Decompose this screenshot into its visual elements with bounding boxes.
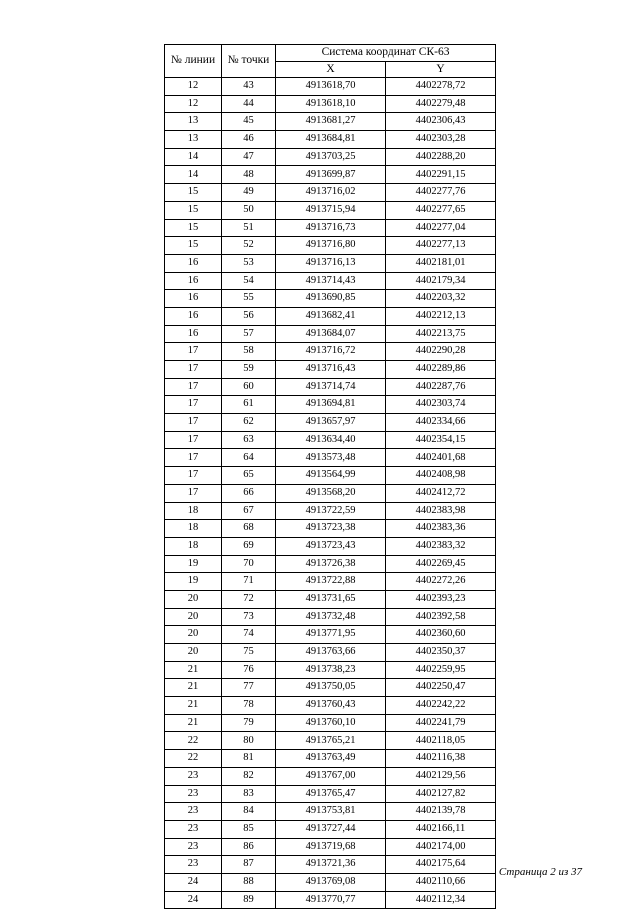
table-row [165, 467, 496, 485]
cell-point-number: 64 [222, 449, 276, 467]
table-row [165, 502, 496, 520]
cell-point-number: 50 [222, 201, 276, 219]
table-row [165, 838, 496, 856]
cell-y: 4402174,00 [386, 838, 496, 856]
table-row [165, 520, 496, 538]
cell-line-number: 20 [165, 626, 222, 644]
cell-y: 4402303,74 [386, 396, 496, 414]
table-row [165, 343, 496, 361]
cell-point-number: 69 [222, 537, 276, 555]
cell-x: 4913716,80 [276, 237, 386, 255]
cell-line-number: 12 [165, 78, 222, 96]
table-row [165, 78, 496, 96]
cell-y: 4402412,72 [386, 484, 496, 502]
cell-line-number: 21 [165, 679, 222, 697]
table-row [165, 449, 496, 467]
cell-x: 4913657,97 [276, 414, 386, 432]
cell-x: 4913727,44 [276, 820, 386, 838]
cell-y: 4402383,98 [386, 502, 496, 520]
cell-line-number: 17 [165, 361, 222, 379]
cell-x: 4913765,21 [276, 732, 386, 750]
cell-line-number: 12 [165, 95, 222, 113]
cell-x: 4913716,72 [276, 343, 386, 361]
table-header [165, 45, 496, 78]
cell-point-number: 60 [222, 378, 276, 396]
table-row [165, 166, 496, 184]
table-row [165, 325, 496, 343]
table-row [165, 555, 496, 573]
cell-point-number: 58 [222, 343, 276, 361]
cell-y: 4402118,05 [386, 732, 496, 750]
cell-y: 4402166,11 [386, 820, 496, 838]
cell-line-number: 17 [165, 449, 222, 467]
cell-y: 4402408,98 [386, 467, 496, 485]
cell-point-number: 46 [222, 131, 276, 149]
cell-point-number: 82 [222, 767, 276, 785]
cell-point-number: 55 [222, 290, 276, 308]
cell-line-number: 23 [165, 856, 222, 874]
cell-x: 4913564,99 [276, 467, 386, 485]
cell-point-number: 51 [222, 219, 276, 237]
cell-y: 4402250,47 [386, 679, 496, 697]
cell-point-number: 75 [222, 644, 276, 662]
table-row [165, 714, 496, 732]
cell-x: 4913753,81 [276, 803, 386, 821]
cell-line-number: 24 [165, 891, 222, 909]
cell-x: 4913767,00 [276, 767, 386, 785]
cell-line-number: 15 [165, 237, 222, 255]
cell-line-number: 19 [165, 573, 222, 591]
table-row [165, 891, 496, 909]
cell-x: 4913722,88 [276, 573, 386, 591]
cell-point-number: 80 [222, 732, 276, 750]
cell-x: 4913573,48 [276, 449, 386, 467]
cell-y: 4402127,82 [386, 785, 496, 803]
page-number: Страница 2 из 37 [498, 866, 582, 878]
cell-line-number: 21 [165, 697, 222, 715]
cell-line-number: 21 [165, 714, 222, 732]
cell-x: 4913684,81 [276, 131, 386, 149]
cell-point-number: 48 [222, 166, 276, 184]
table-row [165, 272, 496, 290]
cell-y: 4402277,76 [386, 184, 496, 202]
cell-y: 4402291,15 [386, 166, 496, 184]
cell-point-number: 77 [222, 679, 276, 697]
cell-line-number: 16 [165, 325, 222, 343]
cell-y: 4402116,38 [386, 750, 496, 768]
cell-y: 4402289,86 [386, 361, 496, 379]
cell-line-number: 23 [165, 803, 222, 821]
header-line-number: № линии [165, 45, 222, 78]
cell-point-number: 44 [222, 95, 276, 113]
cell-x: 4913722,59 [276, 502, 386, 520]
cell-x: 4913684,07 [276, 325, 386, 343]
cell-y: 4402241,79 [386, 714, 496, 732]
cell-x: 4913723,38 [276, 520, 386, 538]
cell-x: 4913716,02 [276, 184, 386, 202]
cell-point-number: 76 [222, 661, 276, 679]
cell-x: 4913763,49 [276, 750, 386, 768]
header-coordinate-system: Система координат СК-63 [276, 45, 496, 62]
cell-line-number: 17 [165, 343, 222, 361]
cell-y: 4402393,23 [386, 590, 496, 608]
table-row [165, 361, 496, 379]
cell-point-number: 62 [222, 414, 276, 432]
cell-y: 4402242,22 [386, 697, 496, 715]
cell-line-number: 20 [165, 608, 222, 626]
cell-x: 4913726,38 [276, 555, 386, 573]
table-row [165, 590, 496, 608]
cell-point-number: 47 [222, 148, 276, 166]
cell-line-number: 17 [165, 484, 222, 502]
cell-y: 4402277,13 [386, 237, 496, 255]
cell-y: 4402277,04 [386, 219, 496, 237]
cell-x: 4913682,41 [276, 307, 386, 325]
cell-y: 4402279,48 [386, 95, 496, 113]
table-row [165, 537, 496, 555]
cell-point-number: 74 [222, 626, 276, 644]
cell-x: 4913760,10 [276, 714, 386, 732]
cell-x: 4913681,27 [276, 113, 386, 131]
cell-y: 4402360,60 [386, 626, 496, 644]
coordinates-table [164, 44, 496, 909]
table-row [165, 856, 496, 874]
cell-point-number: 53 [222, 254, 276, 272]
cell-y: 4402212,13 [386, 307, 496, 325]
cell-y: 4402181,01 [386, 254, 496, 272]
cell-point-number: 57 [222, 325, 276, 343]
table-row [165, 661, 496, 679]
cell-x: 4913618,10 [276, 95, 386, 113]
cell-line-number: 15 [165, 201, 222, 219]
cell-x: 4913765,47 [276, 785, 386, 803]
cell-y: 4402272,26 [386, 573, 496, 591]
cell-x: 4913770,77 [276, 891, 386, 909]
table-row [165, 873, 496, 891]
cell-y: 4402213,75 [386, 325, 496, 343]
cell-point-number: 71 [222, 573, 276, 591]
cell-line-number: 16 [165, 272, 222, 290]
table-row [165, 767, 496, 785]
table-row [165, 431, 496, 449]
cell-line-number: 17 [165, 414, 222, 432]
cell-line-number: 16 [165, 290, 222, 308]
cell-y: 4402110,66 [386, 873, 496, 891]
cell-x: 4913719,68 [276, 838, 386, 856]
header-point-number: № точки [222, 45, 276, 78]
cell-y: 4402383,36 [386, 520, 496, 538]
cell-point-number: 66 [222, 484, 276, 502]
cell-x: 4913694,81 [276, 396, 386, 414]
cell-x: 4913763,66 [276, 644, 386, 662]
table-row [165, 697, 496, 715]
cell-point-number: 86 [222, 838, 276, 856]
cell-line-number: 15 [165, 184, 222, 202]
cell-x: 4913771,95 [276, 626, 386, 644]
cell-x: 4913760,43 [276, 697, 386, 715]
cell-point-number: 72 [222, 590, 276, 608]
cell-x: 4913634,40 [276, 431, 386, 449]
cell-line-number: 22 [165, 750, 222, 768]
cell-line-number: 17 [165, 396, 222, 414]
cell-point-number: 78 [222, 697, 276, 715]
cell-line-number: 17 [165, 467, 222, 485]
cell-y: 4402277,65 [386, 201, 496, 219]
cell-y: 4402288,20 [386, 148, 496, 166]
cell-line-number: 18 [165, 520, 222, 538]
cell-line-number: 18 [165, 537, 222, 555]
cell-point-number: 70 [222, 555, 276, 573]
cell-point-number: 52 [222, 237, 276, 255]
table-row [165, 113, 496, 131]
cell-y: 4402278,72 [386, 78, 496, 96]
table-row [165, 803, 496, 821]
cell-y: 4402287,76 [386, 378, 496, 396]
cell-point-number: 49 [222, 184, 276, 202]
cell-point-number: 89 [222, 891, 276, 909]
cell-line-number: 13 [165, 131, 222, 149]
cell-point-number: 73 [222, 608, 276, 626]
cell-line-number: 23 [165, 785, 222, 803]
cell-point-number: 65 [222, 467, 276, 485]
table-row [165, 732, 496, 750]
cell-x: 4913723,43 [276, 537, 386, 555]
table-row [165, 290, 496, 308]
cell-point-number: 84 [222, 803, 276, 821]
table-row [165, 679, 496, 697]
table-row [165, 820, 496, 838]
cell-x: 4913731,65 [276, 590, 386, 608]
cell-x: 4913716,73 [276, 219, 386, 237]
cell-point-number: 88 [222, 873, 276, 891]
cell-point-number: 67 [222, 502, 276, 520]
table-row [165, 237, 496, 255]
cell-line-number: 16 [165, 254, 222, 272]
cell-line-number: 23 [165, 767, 222, 785]
cell-x: 4913716,13 [276, 254, 386, 272]
table-row [165, 644, 496, 662]
table-row [165, 254, 496, 272]
cell-point-number: 56 [222, 307, 276, 325]
cell-x: 4913732,48 [276, 608, 386, 626]
table-row [165, 626, 496, 644]
cell-line-number: 24 [165, 873, 222, 891]
cell-point-number: 68 [222, 520, 276, 538]
cell-y: 4402269,45 [386, 555, 496, 573]
table-row [165, 307, 496, 325]
cell-y: 4402334,66 [386, 414, 496, 432]
cell-line-number: 20 [165, 644, 222, 662]
cell-point-number: 61 [222, 396, 276, 414]
cell-y: 4402203,32 [386, 290, 496, 308]
cell-line-number: 14 [165, 148, 222, 166]
cell-point-number: 87 [222, 856, 276, 874]
table-row [165, 131, 496, 149]
cell-line-number: 14 [165, 166, 222, 184]
cell-point-number: 43 [222, 78, 276, 96]
cell-y: 4402350,37 [386, 644, 496, 662]
cell-y: 4402392,58 [386, 608, 496, 626]
cell-line-number: 17 [165, 431, 222, 449]
header-x: X [276, 62, 386, 78]
table-row [165, 148, 496, 166]
cell-x: 4913690,85 [276, 290, 386, 308]
cell-y: 4402306,43 [386, 113, 496, 131]
table-body [165, 78, 496, 909]
cell-x: 4913703,25 [276, 148, 386, 166]
cell-x: 4913618,70 [276, 78, 386, 96]
cell-line-number: 18 [165, 502, 222, 520]
cell-y: 4402129,56 [386, 767, 496, 785]
cell-point-number: 54 [222, 272, 276, 290]
cell-x: 4913715,94 [276, 201, 386, 219]
cell-point-number: 45 [222, 113, 276, 131]
table-row [165, 95, 496, 113]
cell-y: 4402303,28 [386, 131, 496, 149]
cell-x: 4913714,43 [276, 272, 386, 290]
cell-line-number: 17 [165, 378, 222, 396]
cell-point-number: 81 [222, 750, 276, 768]
cell-x: 4913699,87 [276, 166, 386, 184]
cell-line-number: 13 [165, 113, 222, 131]
cell-x: 4913769,08 [276, 873, 386, 891]
cell-y: 4402401,68 [386, 449, 496, 467]
cell-point-number: 79 [222, 714, 276, 732]
cell-y: 4402290,28 [386, 343, 496, 361]
cell-line-number: 23 [165, 820, 222, 838]
cell-point-number: 59 [222, 361, 276, 379]
cell-line-number: 19 [165, 555, 222, 573]
cell-point-number: 85 [222, 820, 276, 838]
cell-line-number: 15 [165, 219, 222, 237]
cell-x: 4913738,23 [276, 661, 386, 679]
cell-y: 4402383,32 [386, 537, 496, 555]
cell-y: 4402259,95 [386, 661, 496, 679]
cell-y: 4402354,15 [386, 431, 496, 449]
table-row [165, 378, 496, 396]
cell-line-number: 23 [165, 838, 222, 856]
table-row [165, 484, 496, 502]
cell-y: 4402179,34 [386, 272, 496, 290]
cell-x: 4913716,43 [276, 361, 386, 379]
cell-line-number: 16 [165, 307, 222, 325]
cell-point-number: 83 [222, 785, 276, 803]
cell-x: 4913750,05 [276, 679, 386, 697]
cell-x: 4913714,74 [276, 378, 386, 396]
table-row [165, 219, 496, 237]
cell-x: 4913721,36 [276, 856, 386, 874]
cell-line-number: 22 [165, 732, 222, 750]
cell-point-number: 63 [222, 431, 276, 449]
cell-y: 4402139,78 [386, 803, 496, 821]
cell-y: 4402175,64 [386, 856, 496, 874]
table-row [165, 414, 496, 432]
cell-y: 4402112,34 [386, 891, 496, 909]
table-row [165, 573, 496, 591]
cell-x: 4913568,20 [276, 484, 386, 502]
table-row [165, 201, 496, 219]
cell-line-number: 20 [165, 590, 222, 608]
cell-line-number: 21 [165, 661, 222, 679]
table-row [165, 184, 496, 202]
table-row [165, 396, 496, 414]
header-y: Y [386, 62, 496, 78]
table-row [165, 608, 496, 626]
table-row [165, 785, 496, 803]
table-row [165, 750, 496, 768]
